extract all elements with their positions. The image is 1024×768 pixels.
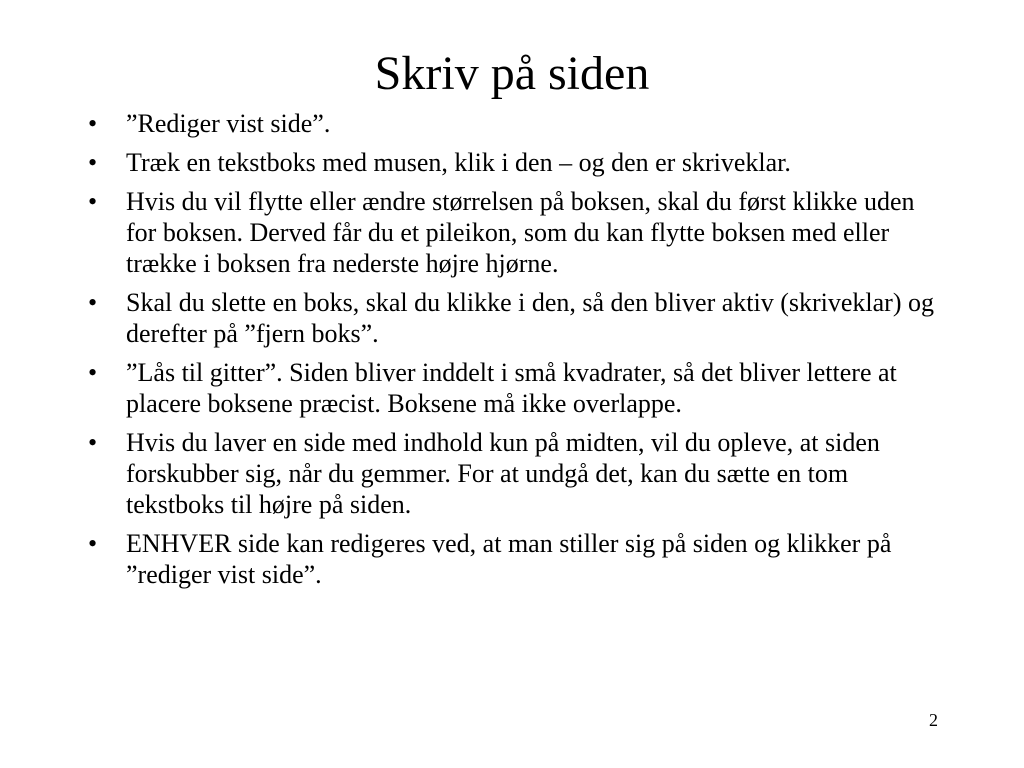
bullet-dot-icon: • (88, 529, 98, 558)
bullet-text: ENHVER side kan redigeres ved, at man stiller sig på siden og klikker på ”rediger vist side”. (126, 529, 892, 589)
bullet-text: ”Rediger vist side”. (126, 109, 331, 138)
bullet-dot-icon: • (88, 148, 98, 177)
bullet-list (88, 108, 948, 598)
bullet-item (88, 108, 948, 139)
bullet-dot-icon: • (88, 428, 98, 457)
bullet-dot-icon: • (88, 288, 98, 317)
bullet-item (88, 186, 948, 279)
bullet-text: Træk en tekstboks med musen, klik i den – og den er skriveklar. (126, 148, 791, 177)
bullet-text: Skal du slette en boks, skal du klikke i den, så den bliver aktiv (skriveklar) og derefter på ”fjern boks”. (126, 288, 934, 348)
bullet-dot-icon: • (88, 358, 98, 387)
bullet-dot-icon: • (88, 187, 98, 216)
bullet-item (88, 147, 948, 178)
bullet-item (88, 528, 948, 590)
bullet-text: Hvis du vil flytte eller ændre størrelsen på boksen, skal du først klikke uden for boksen. Derved får du et pileikon, som du kan flytte boksen med eller trække i boksen fra nederste højre hjørne. (126, 187, 915, 278)
bullet-text: ”Lås til gitter”. Siden bliver inddelt i små kvadrater, så det bliver lettere at placere boksene præcist. Boksene må ikke overlappe. (126, 358, 897, 418)
bullet-item (88, 357, 948, 419)
slide-title: Skriv på siden (374, 47, 650, 100)
page-number: 2 (929, 710, 938, 730)
bullet-dot-icon: • (88, 109, 98, 138)
bullet-text: Hvis du laver en side med indhold kun på midten, vil du opleve, at siden forskubber sig, når du gemmer. For at undgå det, kan du sætte en tom tekstboks til højre på siden. (126, 428, 880, 519)
bullet-item (88, 287, 948, 349)
bullet-item (88, 427, 948, 520)
